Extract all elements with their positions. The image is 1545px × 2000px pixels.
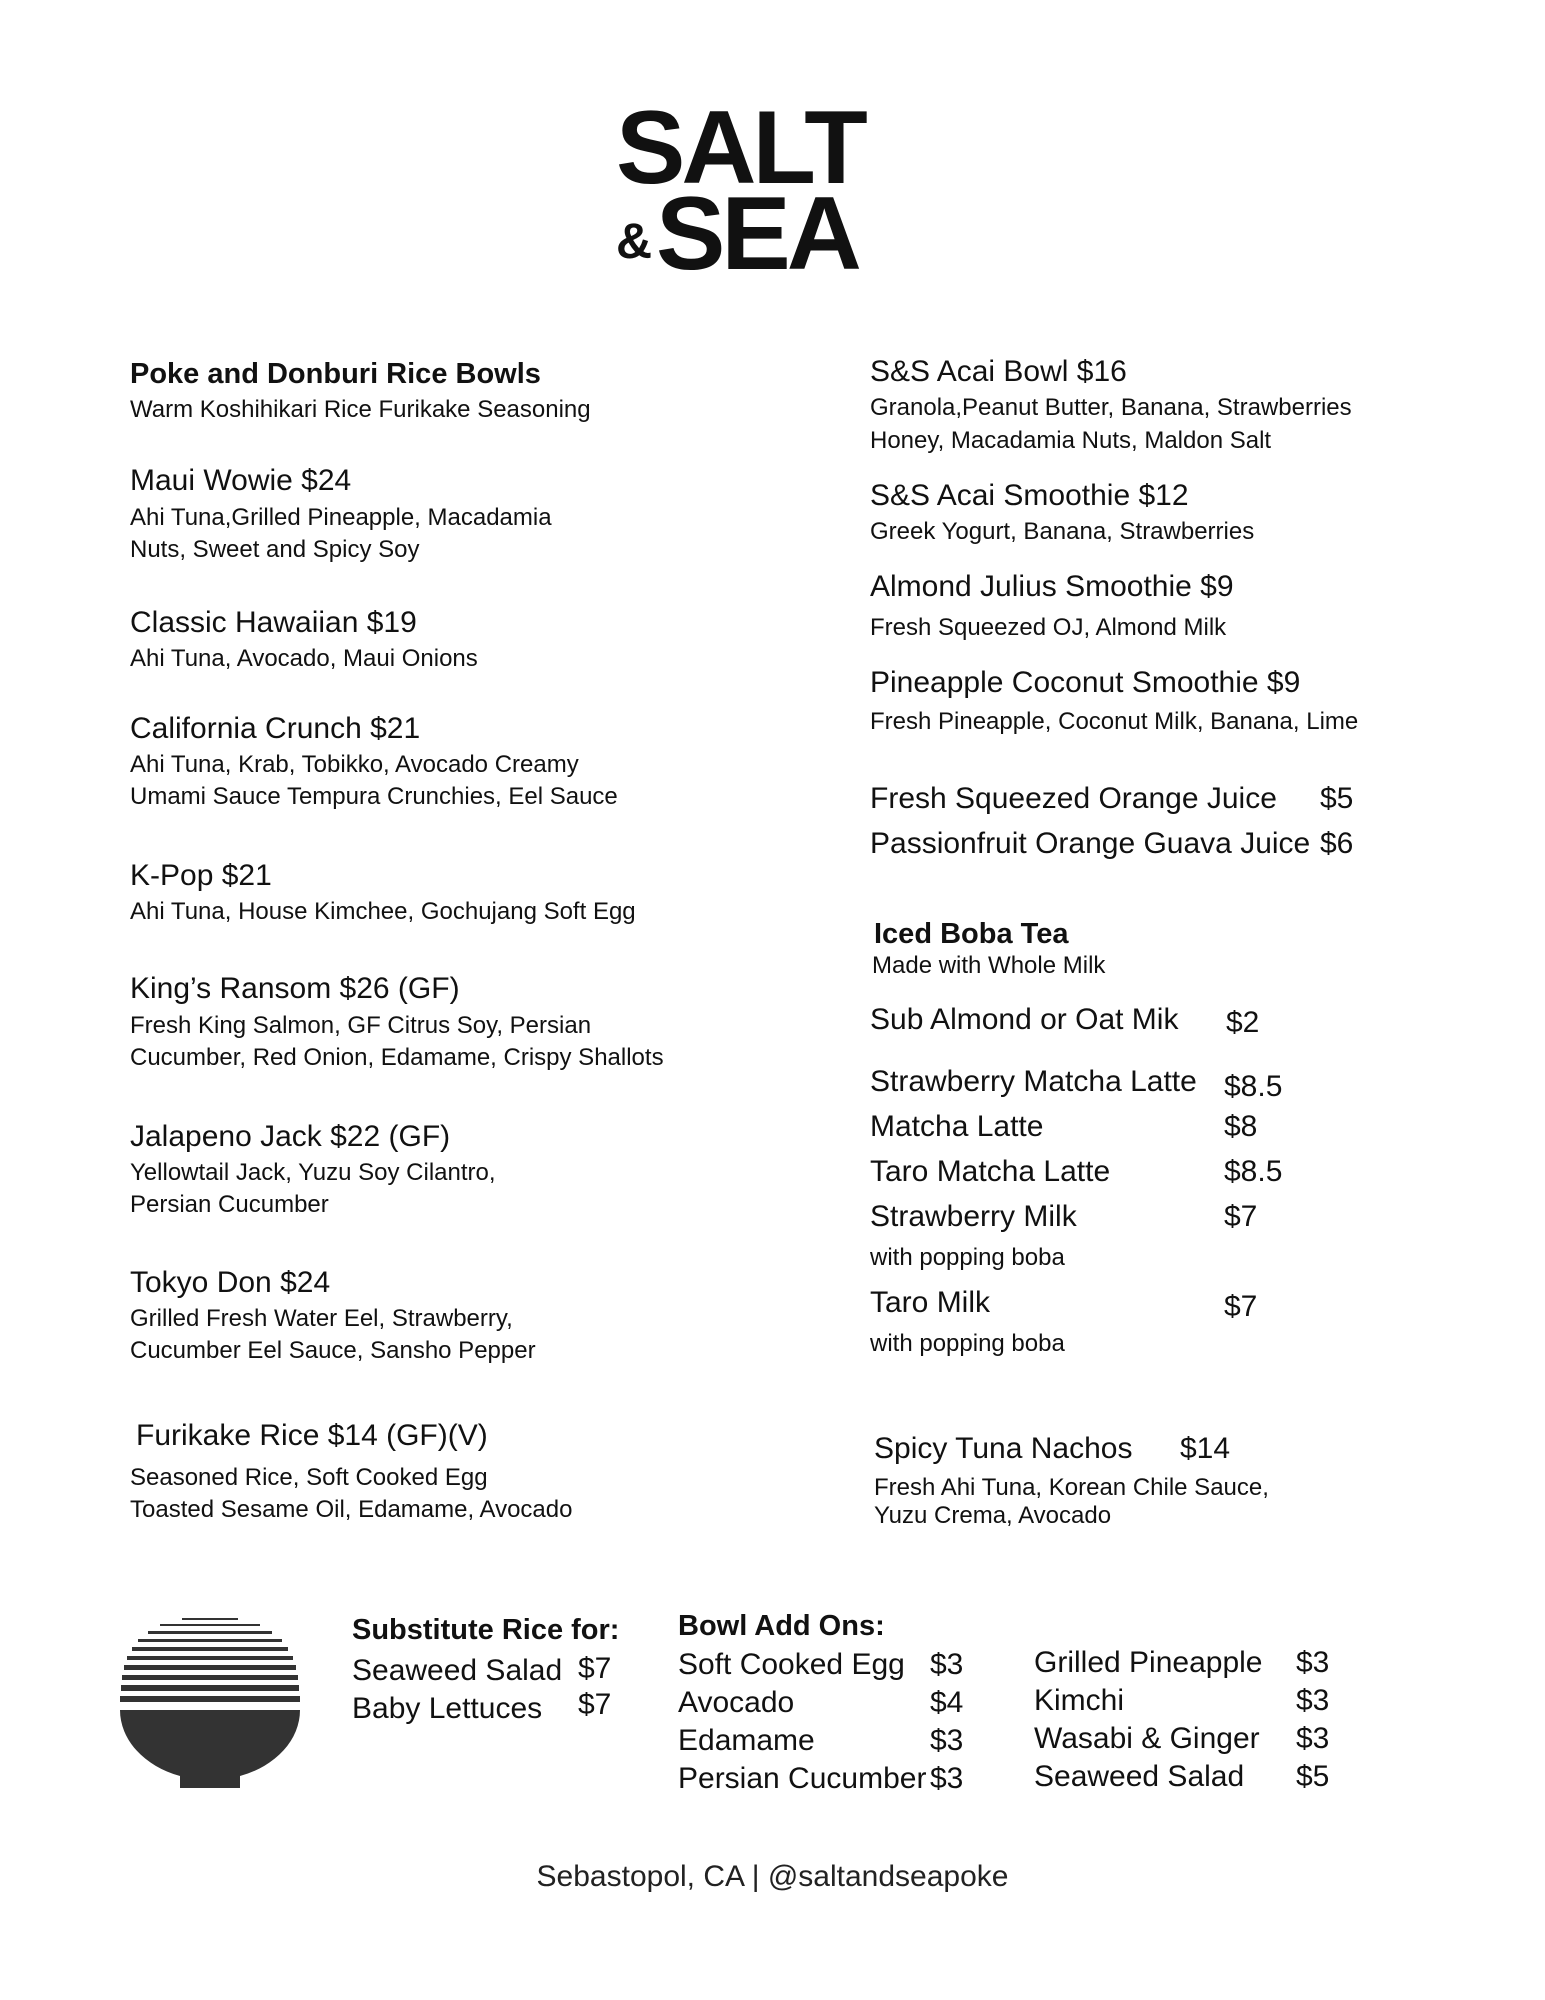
menu-item-desc: Nuts, Sweet and Spicy Soy <box>130 536 420 563</box>
boba-item-price: $8 <box>1224 1110 1258 1143</box>
juice-price: $5 <box>1320 782 1354 815</box>
boba-sub-price: $2 <box>1226 1006 1260 1039</box>
menu-item-title: Classic Hawaiian $19 <box>130 606 417 639</box>
menu-item-desc: Cucumber Eel Sauce, Sansho Pepper <box>130 1337 536 1364</box>
menu-item-title: S&S Acai Bowl $16 <box>870 355 1127 388</box>
boba-sub-name: Sub Almond or Oat Mik <box>870 1003 1179 1036</box>
boba-item-name: Taro Matcha Latte <box>870 1155 1111 1188</box>
menu-item-desc: Fresh Squeezed OJ, Almond Milk <box>870 614 1227 641</box>
addon-name: Persian Cucumber <box>678 1762 927 1795</box>
logo <box>616 90 886 292</box>
addon-name: Wasabi & Ginger <box>1034 1722 1260 1755</box>
boba-item-price: $7 <box>1224 1200 1258 1233</box>
boba-item-name: Matcha Latte <box>870 1110 1044 1143</box>
addon-name: Avocado <box>678 1686 795 1719</box>
boba-item-note: with popping boba <box>870 1244 1065 1271</box>
menu-item-desc: Honey, Macadamia Nuts, Maldon Salt <box>870 427 1272 454</box>
nachos-price: $14 <box>1180 1432 1231 1465</box>
menu-item-desc: Ahi Tuna, Krab, Tobikko, Avocado Creamy <box>130 751 579 778</box>
section-subtitle-boba: Made with Whole Milk <box>872 952 1106 979</box>
menu-item-desc: Ahi Tuna, Avocado, Maui Onions <box>130 645 478 672</box>
substitute-item-price: $7 <box>578 1688 612 1721</box>
addon-name: Grilled Pineapple <box>1034 1646 1263 1679</box>
logo-ampersand: & <box>616 213 653 269</box>
juice-price: $6 <box>1320 827 1354 860</box>
juice-name: Fresh Squeezed Orange Juice <box>870 782 1277 815</box>
addon-price: $5 <box>1296 1760 1330 1793</box>
addon-name: Soft Cooked Egg <box>678 1648 905 1681</box>
addon-price: $3 <box>1296 1646 1330 1679</box>
addon-price: $3 <box>1296 1684 1330 1717</box>
menu-item-desc: Yellowtail Jack, Yuzu Soy Cilantro, <box>130 1159 496 1186</box>
addon-price: $4 <box>930 1686 964 1719</box>
boba-item-price: $7 <box>1224 1290 1258 1323</box>
boba-item-note: with popping boba <box>870 1330 1065 1357</box>
boba-item-name: Taro Milk <box>870 1286 991 1319</box>
footer-location: Sebastopol, CA | @saltandseapoke <box>536 1860 1009 1893</box>
menu-item-desc: Umami Sauce Tempura Crunchies, Eel Sauce <box>130 783 618 810</box>
logo-sea: SEA <box>656 176 858 292</box>
menu-item-desc: Ahi Tuna,Grilled Pineapple, Macadamia <box>130 504 552 531</box>
menu-item-desc: Ahi Tuna, House Kimchee, Gochujang Soft Egg <box>130 898 636 925</box>
menu-item-desc: Granola,Peanut Butter, Banana, Strawberries <box>870 394 1352 421</box>
menu-item-title: California Crunch $21 <box>130 712 421 745</box>
substitute-title: Substitute Rice for: <box>352 1614 620 1646</box>
menu-item-desc: Cucumber, Red Onion, Edamame, Crispy Shallots <box>130 1044 664 1071</box>
menu-item-title: King’s Ransom $26 (GF) <box>130 972 460 1005</box>
menu-item-desc: Grilled Fresh Water Eel, Strawberry, <box>130 1305 513 1332</box>
addons-title: Bowl Add Ons: <box>678 1610 885 1642</box>
menu-item-title: Pineapple Coconut Smoothie $9 <box>870 666 1301 699</box>
nachos-name: Spicy Tuna Nachos <box>874 1432 1133 1465</box>
addon-price: $3 <box>930 1648 964 1681</box>
menu-item-desc: Fresh Pineapple, Coconut Milk, Banana, Lime <box>870 708 1359 735</box>
menu-item-desc: Seasoned Rice, Soft Cooked Egg <box>130 1464 488 1491</box>
menu-item-desc: Fresh King Salmon, GF Citrus Soy, Persian <box>130 1012 592 1039</box>
section-subtitle-bowls: Warm Koshihikari Rice Furikake Seasoning <box>130 396 591 423</box>
menu-item-title: K-Pop $21 <box>130 859 272 892</box>
boba-item-price: $8.5 <box>1224 1155 1283 1188</box>
section-title-boba: Iced Boba Tea <box>874 918 1069 950</box>
menu-item-title: Almond Julius Smoothie $9 <box>870 570 1234 603</box>
menu-item-title: Furikake Rice $14 (GF)(V) <box>136 1419 488 1452</box>
addon-name: Edamame <box>678 1724 815 1757</box>
addon-price: $3 <box>930 1762 964 1795</box>
rice-bowl-icon <box>120 1614 300 1794</box>
logo-salt: SALT <box>616 90 864 206</box>
menu-item-title: Tokyo Don $24 <box>130 1266 331 1299</box>
substitute-item-price: $7 <box>578 1652 612 1685</box>
substitute-item-name: Seaweed Salad <box>352 1654 563 1687</box>
substitute-item-name: Baby Lettuces <box>352 1692 543 1725</box>
menu-item-title: Maui Wowie $24 <box>130 464 352 497</box>
addon-name: Seaweed Salad <box>1034 1760 1245 1793</box>
addon-name: Kimchi <box>1034 1684 1125 1717</box>
menu-item-title: S&S Acai Smoothie $12 <box>870 479 1189 512</box>
menu-item-desc: Persian Cucumber <box>130 1191 329 1218</box>
nachos-desc: Yuzu Crema, Avocado <box>874 1502 1112 1529</box>
nachos-desc: Fresh Ahi Tuna, Korean Chile Sauce, <box>874 1474 1269 1501</box>
addon-price: $3 <box>930 1724 964 1757</box>
menu-item-desc: Toasted Sesame Oil, Edamame, Avocado <box>130 1496 573 1523</box>
boba-item-name: Strawberry Milk <box>870 1200 1077 1233</box>
menu-item-desc: Greek Yogurt, Banana, Strawberries <box>870 518 1255 545</box>
juice-name: Passionfruit Orange Guava Juice <box>870 827 1311 860</box>
addon-price: $3 <box>1296 1722 1330 1755</box>
boba-item-price: $8.5 <box>1224 1070 1283 1103</box>
section-title-bowls: Poke and Donburi Rice Bowls <box>130 358 541 390</box>
menu-item-title: Jalapeno Jack $22 (GF) <box>130 1120 451 1153</box>
boba-item-name: Strawberry Matcha Latte <box>870 1065 1197 1098</box>
